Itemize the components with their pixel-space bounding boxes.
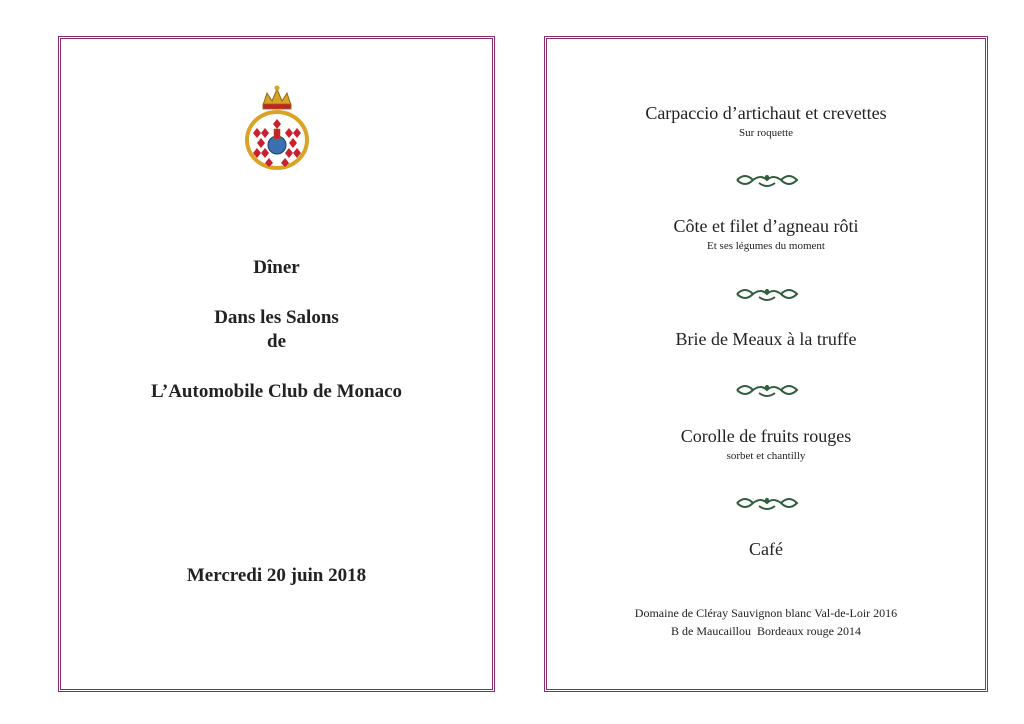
cover-title: Dîner — [253, 257, 300, 278]
venue-line-1: Dans les Salons — [214, 307, 339, 328]
course-2-detail: Et ses légumes du moment — [707, 240, 825, 252]
course-1-detail: Sur roquette — [738, 127, 794, 139]
wine-1: Domaine de Cléray Sauvignon blanc Val-de-Loir 2016 — [634, 606, 898, 620]
course-4-name: Corolle de fruits rouges — [680, 426, 852, 446]
course-5-name: Café — [749, 539, 783, 559]
monaco-automobile-club-emblem — [241, 83, 313, 173]
wine-2: B de Maucaillou Bordeaux rouge 2014 — [671, 624, 861, 638]
venue-line-2: de — [267, 331, 286, 352]
course-4-detail: sorbet et chantilly — [726, 450, 806, 462]
course-2-name: Côte et filet d’agneau rôti — [673, 216, 859, 236]
cover-page — [58, 36, 495, 692]
ornament-divider-icon — [733, 381, 801, 399]
course-3-name: Brie de Meaux à la truffe — [675, 329, 857, 349]
ornament-divider-icon — [733, 285, 801, 303]
event-date: Mercredi 20 juin 2018 — [186, 565, 367, 586]
venue-line-3: L’Automobile Club de Monaco — [150, 381, 403, 402]
ornament-divider-icon — [733, 494, 801, 512]
course-1-name: Carpaccio d’artichaut et crevettes — [645, 103, 887, 123]
menu-page — [544, 36, 988, 692]
ornament-divider-icon — [733, 171, 801, 189]
